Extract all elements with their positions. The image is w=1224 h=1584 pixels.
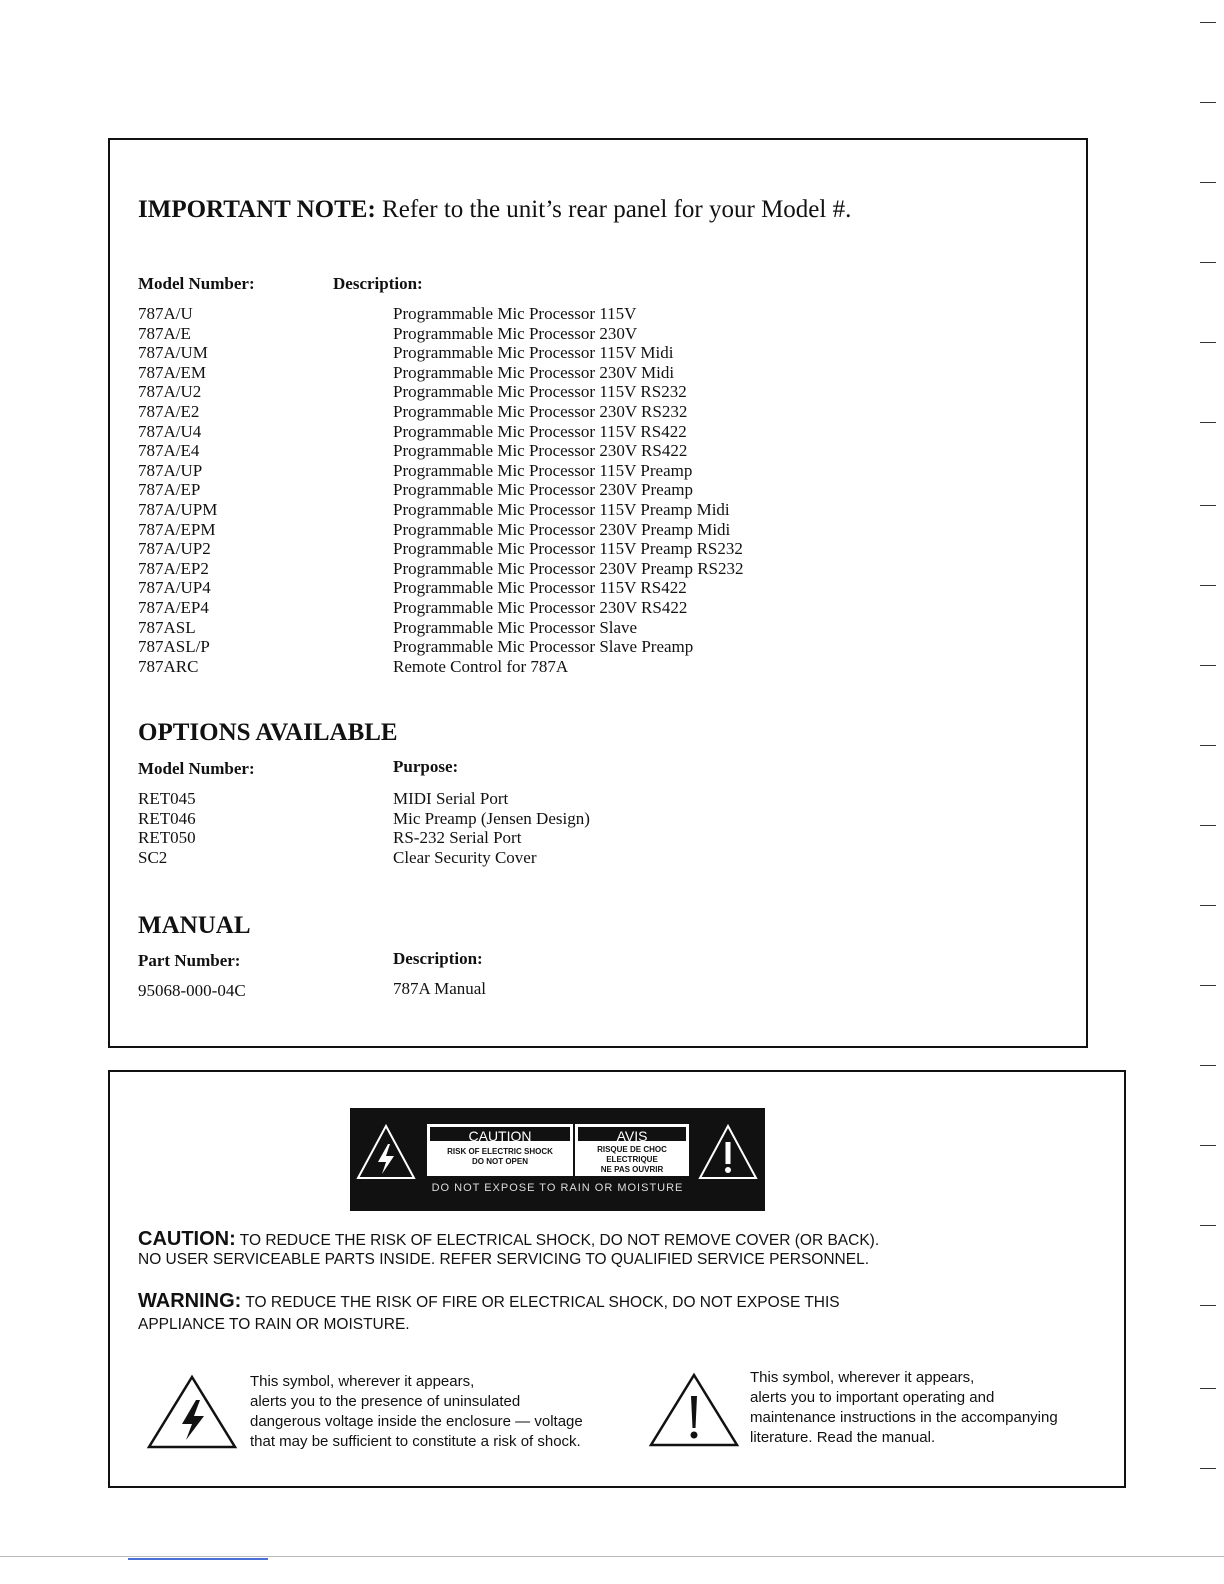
- shock-warning-icon: [354, 1122, 418, 1182]
- model-description: Programmable Mic Processor 230V Midi: [393, 362, 675, 382]
- model-description: Programmable Mic Processor 115V: [393, 304, 637, 323]
- warning-statement: [138, 1290, 840, 1336]
- model-number: 787A/E2: [138, 401, 200, 421]
- margin-tick: [1200, 1145, 1216, 1146]
- important-note-label: IMPORTANT NOTE:: [138, 196, 376, 223]
- model-number: 787A/UPM: [138, 499, 218, 519]
- model-number: 787A/UP4: [138, 578, 211, 598]
- exclamation-symbol-line2: alerts you to important operating and: [750, 1389, 995, 1406]
- model-description: Remote Control for 787A: [393, 656, 569, 676]
- margin-tick: [1200, 665, 1216, 666]
- important-note-text: Refer to the unit’s rear panel for your Model #.: [382, 196, 852, 223]
- model-number: 787ASL: [138, 617, 196, 637]
- manual-part-number: 95068-000-04C: [138, 981, 246, 1000]
- margin-tick: [1200, 585, 1216, 586]
- warning-line1: TO REDUCE THE RISK OF FIRE OR ELECTRICAL SHOCK, DO NOT EXPOSE THIS: [245, 1294, 840, 1311]
- margin-tick: [1200, 745, 1216, 746]
- margin-tick: [1200, 985, 1216, 986]
- option-purpose: Clear Security Cover: [393, 847, 537, 867]
- manual-description: 787A Manual: [393, 979, 487, 998]
- margin-tick: [1200, 342, 1216, 343]
- bottom-rule: [0, 1556, 1224, 1557]
- model-number: 787A/E4: [138, 441, 200, 461]
- lightning-triangle-icon: [146, 1374, 238, 1450]
- model-number: 787A/U4: [138, 421, 202, 441]
- bottom-blue-mark: [128, 1558, 268, 1560]
- margin-tick: [1200, 182, 1216, 183]
- options-header-purpose: Purpose:: [393, 757, 459, 776]
- option-purpose: MIDI Serial Port: [393, 789, 509, 808]
- model-number: 787A/EPM: [138, 519, 216, 539]
- caution-line1: TO REDUCE THE RISK OF ELECTRICAL SHOCK, DO NOT REMOVE COVER (OR BACK).: [239, 1232, 880, 1249]
- options-title: OPTIONS AVAILABLE: [138, 719, 398, 746]
- important-note: [138, 196, 851, 224]
- models-header-model: Model Number:: [138, 274, 255, 293]
- caution-panel-line1: RISK OF ELECTRIC SHOCK: [447, 1147, 553, 1156]
- option-model-number: RET046: [138, 808, 196, 828]
- option-purpose: RS-232 Serial Port: [393, 828, 522, 848]
- shock-symbol-line1: This symbol, wherever it appears,: [250, 1373, 475, 1390]
- model-description: Programmable Mic Processor 230V RS232: [393, 401, 688, 421]
- avis-panel-line2: ELECTRIQUE: [606, 1155, 658, 1164]
- model-description: Programmable Mic Processor 230V RS422: [393, 441, 688, 461]
- model-description: Programmable Mic Processor 230V: [393, 323, 638, 343]
- model-number: 787A/EP4: [138, 597, 209, 617]
- model-description: Programmable Mic Processor 115V RS422: [393, 578, 687, 598]
- exclamation-symbol-line1: This symbol, wherever it appears,: [750, 1369, 975, 1386]
- model-description: Programmable Mic Processor Slave: [393, 617, 638, 637]
- model-description: Programmable Mic Processor 230V Preamp RS232: [393, 558, 744, 578]
- shock-symbol-line2: alerts you to the presence of uninsulated: [250, 1393, 521, 1410]
- shock-symbol-description: [250, 1372, 583, 1452]
- option-model-number: RET045: [138, 789, 196, 808]
- model-description: Programmable Mic Processor 115V RS422: [393, 421, 687, 441]
- model-number: 787ARC: [138, 656, 199, 676]
- options-header-model: Model Number:: [138, 759, 255, 778]
- exclamation-triangle-icon: [648, 1372, 740, 1448]
- caution-panel: [427, 1124, 573, 1176]
- model-description: Programmable Mic Processor 230V RS422: [393, 597, 688, 617]
- exclamation-symbol-line3: maintenance instructions in the accompanying: [750, 1409, 1058, 1426]
- model-description: Programmable Mic Processor Slave Preamp: [393, 637, 694, 657]
- option-model-number: SC2: [138, 847, 168, 867]
- margin-tick: [1200, 102, 1216, 103]
- caution-panel-line2: DO NOT OPEN: [471, 1157, 528, 1166]
- model-number: 787A/U2: [138, 382, 202, 402]
- margin-tick: [1200, 1065, 1216, 1066]
- manual-header-part: Part Number:: [138, 951, 241, 970]
- exclamation-symbol-line4: literature. Read the manual.: [750, 1429, 936, 1446]
- caution-label-text: CAUTION:: [138, 1228, 236, 1250]
- model-number: 787A/UP: [138, 460, 203, 480]
- margin-tick: [1200, 1388, 1216, 1389]
- margin-tick: [1200, 422, 1216, 423]
- margin-tick: [1200, 262, 1216, 263]
- margin-tick: [1200, 1468, 1216, 1469]
- caution-panel-head: CAUTION: [428, 1125, 572, 1143]
- exclamation-warning-icon: [696, 1122, 760, 1182]
- margin-tick: [1200, 22, 1216, 23]
- option-purpose: Mic Preamp (Jensen Design): [393, 808, 590, 828]
- margin-tick: [1200, 505, 1216, 506]
- model-description: Programmable Mic Processor 230V Preamp Midi: [393, 519, 731, 539]
- model-number-column: [138, 304, 217, 676]
- model-description-column: [393, 304, 744, 676]
- manual-title: MANUAL: [138, 912, 251, 939]
- margin-tick: [1200, 1305, 1216, 1306]
- model-number: 787ASL/P: [138, 637, 210, 657]
- avis-panel-line1: RISQUE DE CHOC: [597, 1145, 667, 1154]
- margin-tick: [1200, 905, 1216, 906]
- warning-line2: APPLIANCE TO RAIN OR MOISTURE.: [138, 1316, 410, 1333]
- model-number: 787A/E: [138, 323, 191, 343]
- models-header-description: Description:: [333, 274, 423, 293]
- margin-tick: [1200, 825, 1216, 826]
- avis-panel: [575, 1124, 689, 1176]
- model-description: Programmable Mic Processor 115V Preamp Midi: [393, 499, 730, 519]
- model-description: Programmable Mic Processor 115V Preamp: [393, 460, 693, 480]
- model-description: Programmable Mic Processor 230V Preamp: [393, 480, 693, 500]
- avis-panel-head: AVIS: [576, 1125, 688, 1143]
- model-number: 787A/U: [138, 304, 193, 323]
- avis-panel-line3: NE PAS OUVRIR: [600, 1165, 664, 1174]
- model-number: 787A/UP2: [138, 539, 211, 559]
- model-description: Programmable Mic Processor 115V Midi: [393, 343, 674, 363]
- caution-statement: [138, 1230, 879, 1269]
- model-description: Programmable Mic Processor 115V RS232: [393, 382, 687, 402]
- shock-symbol-line4: that may be sufficient to constitute a risk of shock.: [250, 1433, 581, 1450]
- options-model-column: [138, 789, 196, 867]
- model-number: 787A/EP: [138, 480, 201, 500]
- caution-line2: NO USER SERVICEABLE PARTS INSIDE. REFER SERVICING TO QUALIFIED SERVICE PERSONNEL.: [138, 1251, 869, 1268]
- caution-label-footer: DO NOT EXPOSE TO RAIN OR MOISTURE: [431, 1182, 684, 1194]
- manual-header-description: Description:: [393, 949, 483, 968]
- model-number: 787A/EP2: [138, 558, 209, 578]
- option-model-number: RET050: [138, 828, 196, 848]
- model-description: Programmable Mic Processor 115V Preamp RS232: [393, 539, 743, 559]
- warning-label-text: WARNING:: [138, 1290, 242, 1312]
- caution-label: [350, 1108, 765, 1211]
- shock-symbol-line3: dangerous voltage inside the enclosure — voltage: [250, 1413, 583, 1430]
- model-number: 787A/EM: [138, 362, 206, 382]
- model-number: 787A/UM: [138, 343, 208, 363]
- options-purpose-column: [393, 789, 590, 867]
- margin-tick: [1200, 1225, 1216, 1226]
- exclamation-symbol-description: [750, 1368, 1058, 1448]
